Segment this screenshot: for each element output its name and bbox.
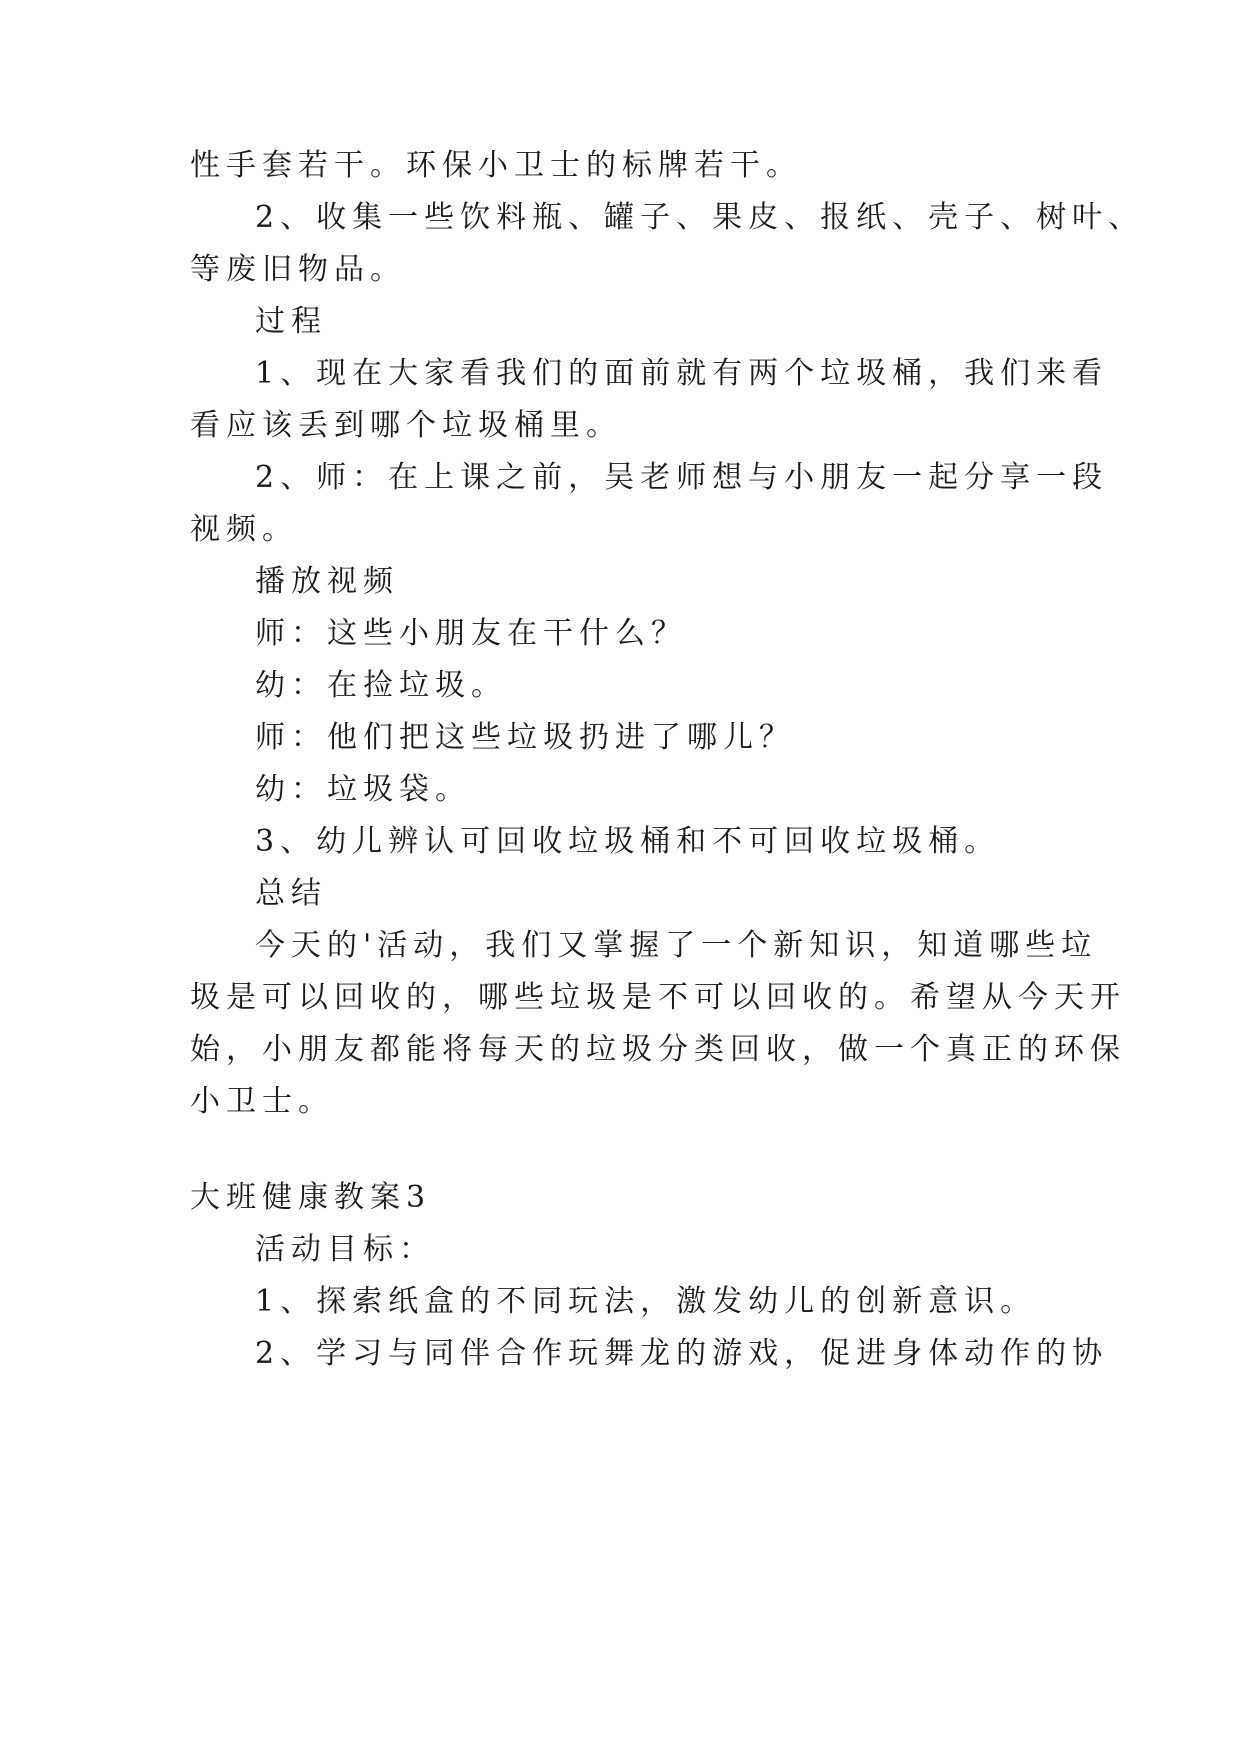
text-line: 播放视频 bbox=[255, 564, 399, 599]
text-line: 1、现在大家看我们的面前就有两个垃圾桶，我们来看 bbox=[255, 356, 1109, 391]
text-line: 今天的'活动，我们又掌握了一个新知识，知道哪些垃 bbox=[255, 928, 1098, 963]
dialogue-line: 师：这些小朋友在干什么？ bbox=[255, 616, 687, 651]
text-line: 3、幼儿辨认可回收垃圾桶和不可回收垃圾桶。 bbox=[255, 824, 1001, 859]
text-line: 2、师：在上课之前，吴老师想与小朋友一起分享一段 bbox=[255, 460, 1109, 495]
text-line: 性手套若干。环保小卫士的标牌若干。 bbox=[190, 148, 802, 183]
text-line: 小卫士。 bbox=[190, 1084, 334, 1119]
text-line: 视频。 bbox=[190, 512, 298, 547]
document-title: 大班健康教案3 bbox=[190, 1180, 432, 1215]
dialogue-line: 幼：在捡垃圾。 bbox=[255, 668, 507, 703]
text-line: 2、收集一些饮料瓶、罐子、果皮、报纸、壳子、树叶、 bbox=[255, 200, 1145, 235]
text-line: 圾是可以回收的，哪些垃圾是不可以回收的。希望从今天开 bbox=[190, 980, 1126, 1015]
section-heading: 活动目标： bbox=[255, 1232, 435, 1267]
section-heading: 总结 bbox=[255, 876, 327, 911]
text-line: 始，小朋友都能将每天的垃圾分类回收，做一个真正的环保 bbox=[190, 1032, 1126, 1067]
text-line: 等废旧物品。 bbox=[190, 252, 406, 287]
dialogue-line: 师：他们把这些垃圾扔进了哪儿？ bbox=[255, 720, 795, 755]
text-line: 看应该丢到哪个垃圾桶里。 bbox=[190, 408, 622, 443]
section-heading: 过程 bbox=[255, 304, 327, 339]
dialogue-line: 幼：垃圾袋。 bbox=[255, 772, 471, 807]
text-line: 2、学习与同伴合作玩舞龙的游戏，促进身体动作的协 bbox=[255, 1336, 1109, 1371]
text-line: 1、探索纸盒的不同玩法，激发幼儿的创新意识。 bbox=[255, 1284, 1037, 1319]
